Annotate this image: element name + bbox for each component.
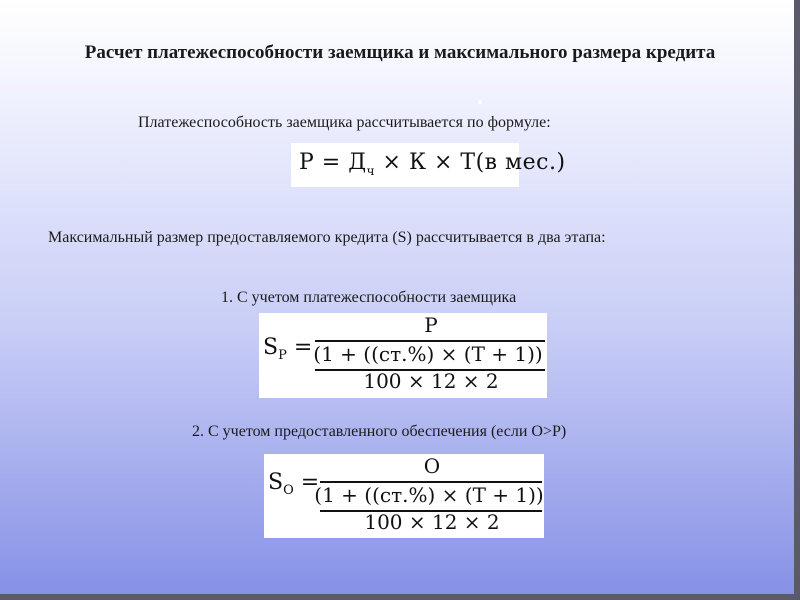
step1-label: 1. С учетом платежеспособности заемщика <box>221 289 517 306</box>
step2-lhs-eq: = <box>293 470 320 495</box>
step1-numerator: P <box>424 313 438 337</box>
max-size-text: Максимальный размер предоставляемого кредита (S) рассчитывается в два этапа: <box>48 229 606 246</box>
solvency-formula-expression <box>299 150 566 178</box>
step2-middle: (1 + ((ст.%) × (T + 1)) <box>314 483 544 507</box>
decorative-dot <box>478 100 482 104</box>
step1-middle: (1 + ((ст.%) × (T + 1)) <box>313 342 543 366</box>
slide-title <box>60 40 740 66</box>
solvency-formula <box>291 143 566 187</box>
step2-lhs-main: S <box>268 470 284 495</box>
formula-lhs: P = Д <box>299 150 367 175</box>
step1-denominator: 100 × 12 × 2 <box>363 369 499 393</box>
step2-formula <box>264 454 544 538</box>
intro-text: Платежеспособность заемщика рассчитывается по формуле: <box>138 114 551 131</box>
slide-title-text: Расчет платежеспособности заемщика и максимального размера кредита <box>84 42 716 63</box>
step1-lhs-sub: P <box>278 348 287 363</box>
formula-rhs: × К × T(в мес.) <box>375 150 566 175</box>
step2-lhs-sub: O <box>283 483 294 498</box>
formula-subscript: ч <box>366 164 376 178</box>
step2-denominator: 100 × 12 × 2 <box>364 510 500 534</box>
step2-numerator: O <box>423 454 441 478</box>
step1-lhs-main: S <box>263 335 279 360</box>
step1-formula-lhs <box>263 335 313 363</box>
step2-label: 2. С учетом предоставленного обеспечения (если О>Р) <box>192 423 567 440</box>
step1-formula <box>259 313 547 398</box>
step1-lhs-eq: = <box>286 335 313 360</box>
